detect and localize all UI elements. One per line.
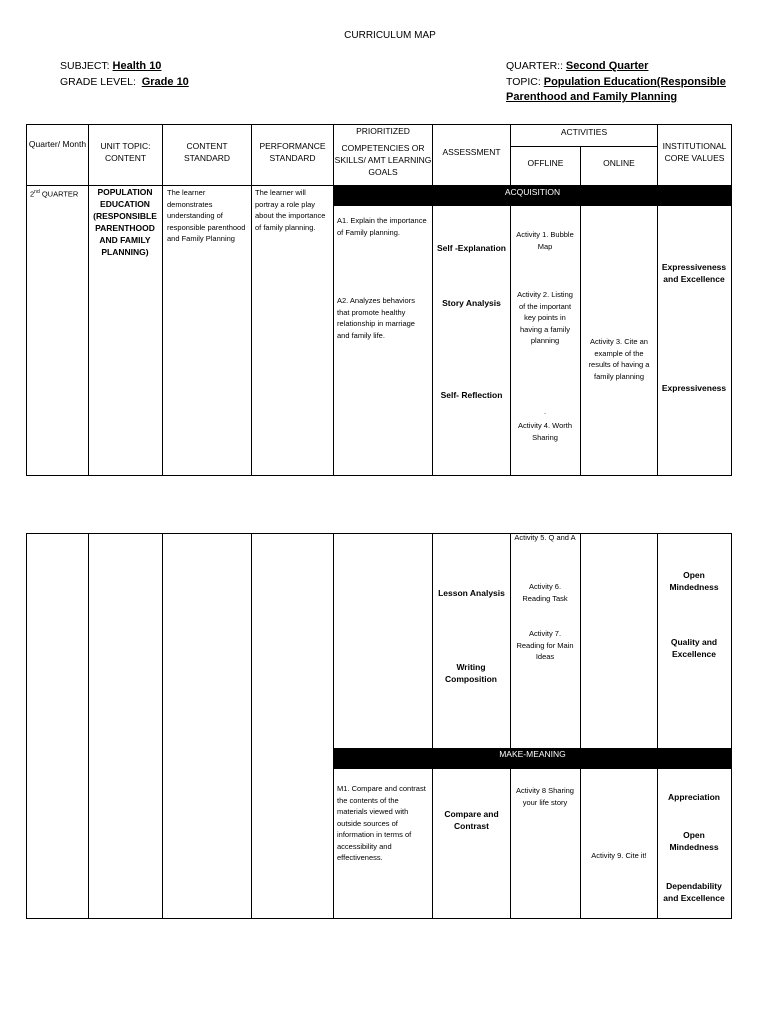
subject-label: SUBJECT: [60,60,110,72]
quarter-label: QUARTER:: [506,60,563,72]
unit-topic-cell: POPULATION EDUCATION (RESPONSIBLE PARENTHOOD AND FAMILY PLANNING) [93,187,157,257]
topic-line [506,76,726,88]
assessment-self-explanation: Self -Explanation [437,243,506,253]
quarter-cell: 2nd QUARTER [30,189,79,199]
col-unit-topic: UNIT TOPIC: CONTENT [100,141,151,163]
performance-standard-cell: The learner will portray a role play about the importance of family planning. [255,188,326,232]
assessment-lesson-analysis: Lesson Analysis [438,588,505,598]
competency-m1: M1. Compare and contrast the contents of the materials viewed with outside sources of information in terms of accessibility and effectiveness. [337,784,426,862]
competency-a1: A1. Explain the importance of Family planning. [337,216,427,237]
value-quality-excellence: Quality and Excellence [670,637,718,659]
grade-label: GRADE LEVEL: [60,76,136,88]
subject-line [60,60,161,72]
quarter-value: Second Quarter [565,60,649,72]
make-meaning-bar: MAKE-MEANING [333,748,732,768]
activity-1: Activity 1. Bubble Map [516,230,574,251]
activity-2: Activity 2. Listing of the important key points in having a family planning [517,290,573,345]
topic-value-2: Parenthood and Family Planning [506,91,678,103]
value-open-mindedness-2: Open Mindedness [669,830,719,852]
col-content-standard: CONTENT STANDARD [183,141,231,163]
assessment-self-reflection: Self- Reflection [440,390,503,400]
topic-line-2 [506,91,677,103]
acquisition-bar: ACQUISITION [333,185,732,206]
activity-7: Activity 7. Reading for Main Ideas [516,629,574,661]
topic-value-1: Population Education(Responsible [543,76,726,88]
activity-3: Activity 3. Cite an example of the results of having a family planning [588,337,650,381]
value-dependability-excellence: Dependability and Excellence [663,881,725,903]
activity-5: Activity 5. Q and A [514,533,576,542]
value-expressiveness-excellence: Expressiveness and Excellence [661,262,727,284]
value-open-mindedness-1: Open Mindedness [669,570,719,592]
value-appreciation: Appreciation [668,792,720,802]
subject-value: Health 10 [112,60,162,72]
page-title: CURRICULUM MAP [344,30,436,41]
col-offline: OFFLINE [527,158,564,168]
col-performance-standard: PERFORMANCE STANDARD [259,141,326,163]
assessment-compare-contrast: Compare and Contrast [444,809,499,831]
col-assessment: ASSESSMENT [442,147,501,157]
value-expressiveness: Expressiveness [661,383,727,393]
assessment-story-analysis: Story Analysis [442,298,501,308]
activity-6: Activity 6. Reading Task [522,582,568,603]
competency-a2: A2. Analyzes behaviors that promote healthy relationship in marriage and family life. [337,296,415,340]
grade-value: Grade 10 [141,76,189,88]
col-online: ONLINE [603,158,635,168]
col-prioritized-title: PRIORITIZED [356,126,410,136]
col-activities: ACTIVITIES [560,127,608,137]
activity-4: Activity 4. Worth Sharing [517,421,573,442]
col-prioritized-sub: COMPETENCIES OR SKILLS/ AMT LEARNING GOALS [334,143,432,177]
assessment-writing-composition: Writing Composition [445,662,497,684]
content-standard-cell: The learner demonstrates understanding of responsible parenthood and Family Planning [167,188,246,243]
col-core-values: INSTITUTIONAL CORE VALUES [662,141,727,163]
col-quarter-month: Quarter/ Month [28,139,87,149]
topic-label: TOPIC: [506,76,541,88]
grade-line [60,76,189,88]
activity-dot: . [543,407,547,416]
activity-8: Activity 8 Sharing your life story [516,786,574,807]
quarter-line [506,60,648,72]
activity-9: Activity 9. Cite it! [591,851,647,860]
